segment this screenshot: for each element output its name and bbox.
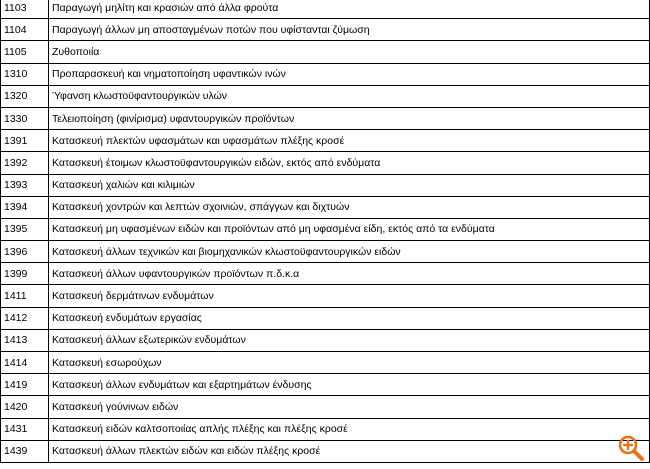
table-row (1, 174, 650, 196)
activity-code: 1420 (1, 396, 49, 418)
table-row (1, 285, 650, 307)
activity-code: 1393 (1, 174, 49, 196)
zoom-in-icon (616, 433, 646, 463)
table-row (1, 152, 650, 174)
activity-code: 1414 (1, 352, 49, 374)
activity-code: 1104 (1, 19, 49, 41)
activity-code: 1399 (1, 263, 49, 285)
table-row (1, 329, 650, 351)
activity-description: Παραγωγή άλλων μη αποσταγμένων ποτών που υφίστανται ζύμωση (49, 19, 650, 41)
activity-description: Κατασκευή έτοιμων κλωστοϋφαντουργικών ειδών, εκτός από ενδύματα (49, 152, 650, 174)
activity-code: 1431 (1, 418, 49, 440)
activity-code: 1105 (1, 41, 49, 63)
activity-description: Κατασκευή άλλων πλεκτών ειδών και ειδών πλέξης κροσέ (49, 440, 650, 462)
activity-code: 1394 (1, 196, 49, 218)
activity-code: 1320 (1, 85, 49, 107)
table-row (1, 130, 650, 152)
table-row (1, 63, 650, 85)
zoom-button[interactable] (616, 433, 646, 463)
activity-description: Ύφανση κλωστοϋφαντουργικών υλών (49, 85, 650, 107)
table-row (1, 418, 650, 440)
activity-description: Κατασκευή χαλιών και κιλιμιών (49, 174, 650, 196)
table-body (1, 0, 650, 462)
table-row (1, 374, 650, 396)
activity-code: 1439 (1, 440, 49, 462)
activity-description: Κατασκευή ενδυμάτων εργασίας (49, 307, 650, 329)
activity-code: 1411 (1, 285, 49, 307)
activity-code: 1396 (1, 241, 49, 263)
table-row (1, 107, 650, 129)
activity-code: 1395 (1, 218, 49, 240)
activity-code: 1330 (1, 107, 49, 129)
table-row (1, 241, 650, 263)
table-row (1, 85, 650, 107)
activity-code: 1412 (1, 307, 49, 329)
activity-description: Κατασκευή άλλων ενδυμάτων και εξαρτημάτων ένδυσης (49, 374, 650, 396)
activity-description: Προπαρασκευή και νηματοποίηση υφαντικών ινών (49, 63, 650, 85)
activity-description: Κατασκευή άλλων εξωτερικών ενδυμάτων (49, 329, 650, 351)
table-row (1, 19, 650, 41)
activity-code: 1103 (1, 0, 49, 19)
activity-description: Κατασκευή χοντρών και λεπτών σχοινιών, σπάγγων και διχτυών (49, 196, 650, 218)
table-row (1, 41, 650, 63)
activity-description: Κατασκευή εσωρούχων (49, 352, 650, 374)
table-row (1, 396, 650, 418)
table-row (1, 263, 650, 285)
table-row (1, 352, 650, 374)
activity-code: 1391 (1, 130, 49, 152)
activity-description: Παραγωγή μηλίτη και κρασιών από άλλα φρούτα (49, 0, 650, 19)
activity-code: 1419 (1, 374, 49, 396)
activity-description: Κατασκευή άλλων υφαντουργικών προϊόντων π.δ.κ.α (49, 263, 650, 285)
table-row (1, 307, 650, 329)
activity-description: Κατασκευή μη υφασμένων ειδών και προϊόντων από μη υφασμένα είδη, εκτός από τα ενδύματα (49, 218, 650, 240)
activity-description: Τελειοποίηση (φινίρισμα) υφαντουργικών προϊόντων (49, 107, 650, 129)
activity-description: Κατασκευή άλλων τεχνικών και βιομηχανικών κλωστοϋφαντουργικών ειδών (49, 241, 650, 263)
activity-description: Κατασκευή πλεκτών υφασμάτων και υφασμάτων πλέξης κροσέ (49, 130, 650, 152)
activity-code: 1413 (1, 329, 49, 351)
table-row (1, 196, 650, 218)
table-row (1, 440, 650, 462)
table-row (1, 218, 650, 240)
activity-code: 1310 (1, 63, 49, 85)
activity-description: Ζυθοποιία (49, 41, 650, 63)
activity-code: 1392 (1, 152, 49, 174)
activity-description: Κατασκευή ειδών καλτσοποιίας απλής πλέξης και πλέξης κροσέ (49, 418, 650, 440)
activity-description: Κατασκευή γούνινων ειδών (49, 396, 650, 418)
activity-description: Κατασκευή δερμάτινων ενδυμάτων (49, 285, 650, 307)
table-row (1, 0, 650, 19)
